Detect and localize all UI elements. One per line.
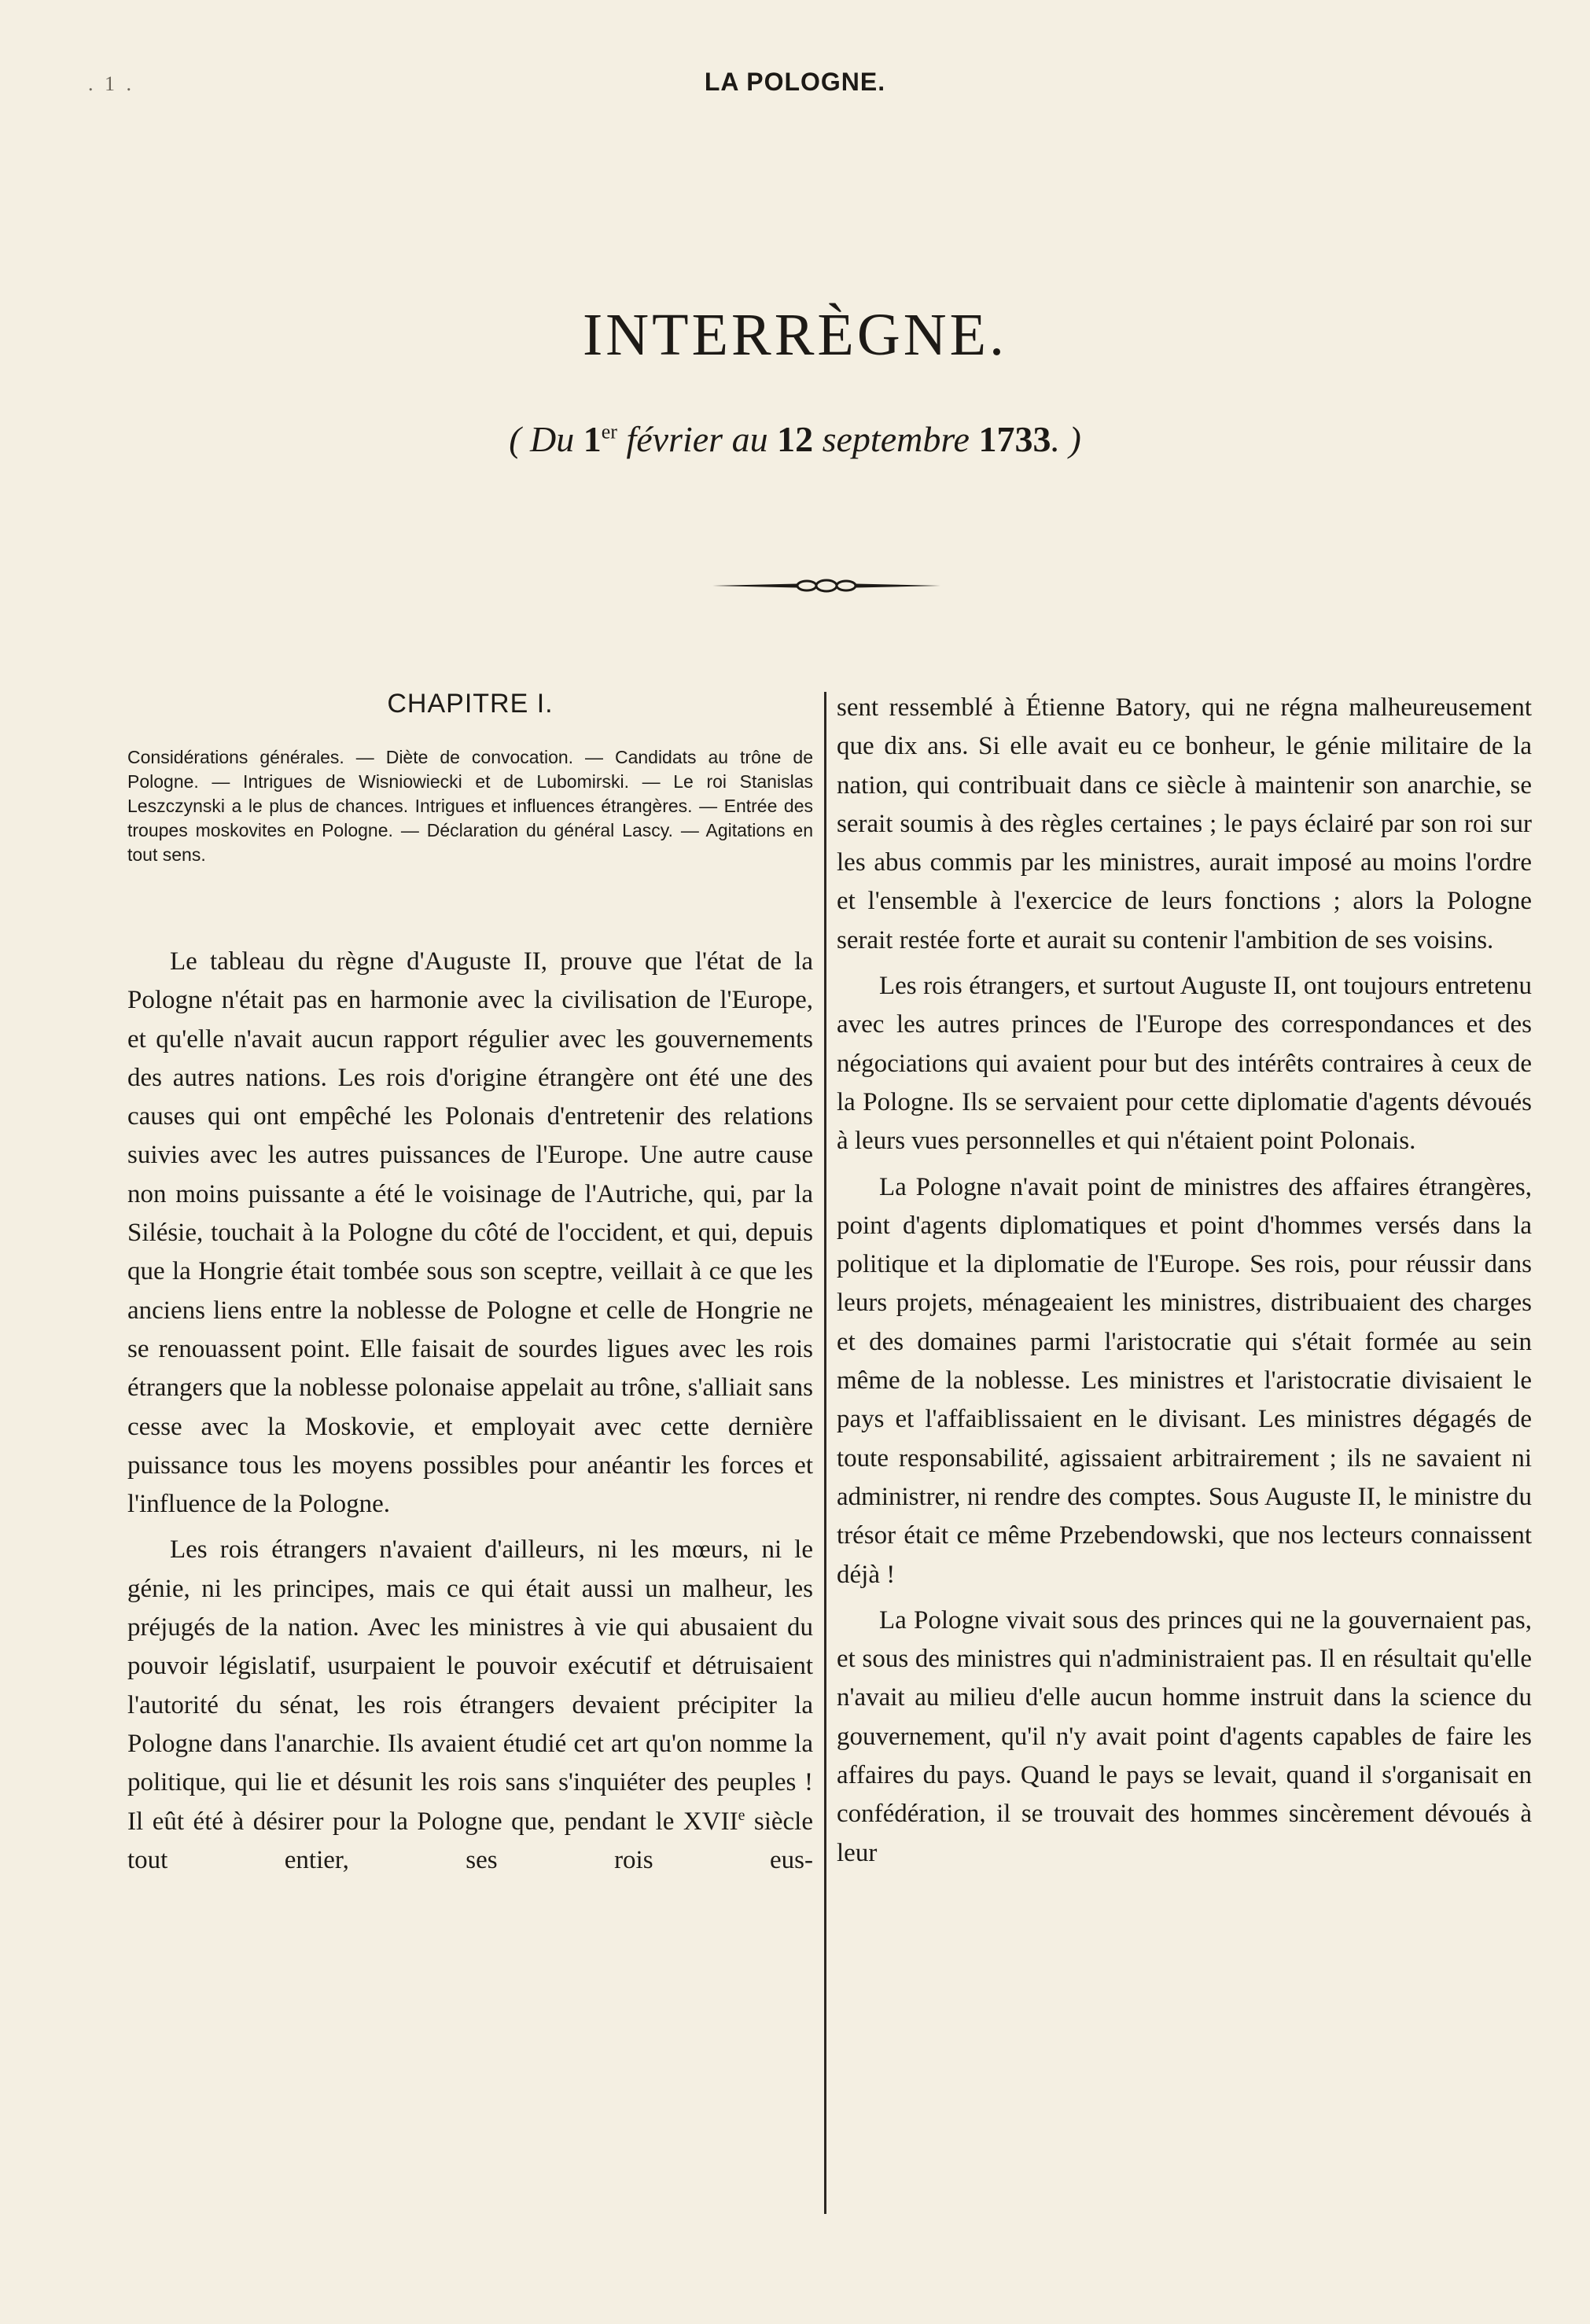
running-head: LA POLOGNE. — [704, 68, 886, 96]
ornament-divider — [712, 575, 940, 596]
date-month1: février au — [616, 419, 778, 459]
date-open: ( — [509, 419, 531, 459]
left-paragraph-2-b: siècle tout entier, ses rois eus- — [127, 1807, 814, 1874]
left-paragraph-2-a: Les rois étrangers n'avaient d'ailleurs, ni les mœurs, ni le génie, ni les principes, mais ce qui était aussi un malheur, les préjugés de la nation. Avec les ministres à vie qui abusaient du pouvoir législatif, usurpaient le pouvoir exécutif et détruisaient l'autorité du sénat, les rois étrangers devaient précipiter la Pologne dans l'anarchie. Ils avaient étudié cet art qu'on nomme la politique, qui lie et désunit les rois sans s'inquiéter des peuples ! Il eût été à désirer pour la Pologne que, pendant le XVII — [127, 1535, 813, 1836]
right-paragraph-1: sent ressemblé à Étienne Batory, qui ne régna malheureusement que dix ans. Si elle avait eu ce bonheur, le génie militaire de la nation, qui contribuait dans ce siècle à maintenir son anarchie, se serait soumis à des règles certaines ; le pays éclairé par son roi sur les abus commis par les ministres, aurait imposé au moins l'ordre et l'ensemble à l'exercice de leurs fonctions ; alors la Pologne serait restée forte et aurait su contenir l'ambition de ses voisins. — [837, 693, 1532, 954]
date-month2: septembre — [813, 419, 979, 459]
date-day1-sup: er — [601, 420, 617, 443]
left-paragraph-2-sup: e — [738, 1806, 745, 1824]
right-column — [837, 689, 1532, 1873]
chapter-heading: CHAPITRE I. — [387, 689, 554, 719]
left-column — [127, 690, 813, 1880]
column-rule — [824, 692, 826, 2214]
right-paragraph-3: La Pologne n'avait point de ministres des affaires étrangères, point d'agents diplomatiques et point d'hommes versés dans la politique et la diplomatie de l'Europe. Ses rois, pour réussir dans leurs projets, ménageaient les ministres, distribuaient des charges et des domaines parmi l'aristocratie qui s'était formée au sein même de la noblesse. Les ministres et l'aristocratie divisaient le pays et l'affaiblissaient en le divisant. Les ministres dégagés de toute responsabilité, agissaient arbitrairement ; ils ne savaient ni administrer, ni rendre des comptes. Sous Auguste II, le ministre du trésor était ce même Przebendowski, que nos lecteurs connaissent déjà ! — [837, 1172, 1532, 1589]
section-title: INTERRÈGNE. — [582, 302, 1008, 368]
right-paragraph-4: La Pologne vivait sous des princes qui ne la gouvernaient pas, et sous des ministres qui n'administraient pas. Il en résultait qu'elle n'avait au milieu d'elle aucun homme instruit dans la science du gouvernement, qu'il n'y avait point d'agents capables de faire les affaires du pays. Quand le pays se levait, quand il s'organisait en confédération, il se trouvait des hommes sincèrement dévoués à leur — [837, 1605, 1532, 1867]
date-day1: 1 — [583, 419, 602, 459]
date-range — [0, 421, 1590, 458]
date-year: 1733 — [978, 419, 1051, 459]
date-du: Du — [530, 419, 583, 459]
date-day2: 12 — [777, 419, 814, 459]
chapter-summary: Considérations générales. — Diète de convocation. — Candidats au trône de Pologne. — Intrigues de Wisniowiecki et de Lubomirski. — Le roi Stanislas Leszczynski a le plus de chances. Intrigues et influences étrangères. — Entrée des troupes moskovites en Pologne. — Déclaration du général Lascy. — Agitations en tout sens. — [127, 747, 813, 865]
left-paragraph-1: Le tableau du règne d'Auguste II, prouve que l'état de la Pologne n'était pas en harmonie avec la civilisation de l'Europe, et qu'elle n'avait aucun rapport régulier avec les gouvernements des autres nations. Les rois d'origine étrangère ont été une des causes qui ont empêché les Polonais d'entretenir des relations suivies avec les autres puissances de l'Europe. Une autre cause non moins puissante a été le voisinage de l'Autriche, qui, par la Silésie, touchait à la Pologne du côté de l'occident, et qui, depuis que la Hongrie était tombée sous son sceptre, veillait à ce que les anciens liens entre la noblesse de Pologne et celle de Hongrie ne se renouassent point. Elle faisait de sourdes ligues avec les rois étrangers que la noblesse polonaise appelait au trône, s'alliait sans cesse avec la Moskovie, et employait avec cette dernière puissance tous les moyens possibles pour anéantir les forces et l'influence de la Pologne. — [127, 947, 813, 1519]
date-close: . ) — [1051, 419, 1081, 459]
left-paragraph-2 — [127, 1531, 813, 1880]
page-number: . 1 . — [88, 72, 134, 95]
right-paragraph-2: Les rois étrangers, et surtout Auguste II, ont toujours entretenu avec les autres princes de l'Europe des correspondances et des négociations qui avaient pour but des intérêts contraires à ceux de la Pologne. Ils se servaient pour cette diplomatie d'agents dévoués à leurs vues personnelles et qui n'étaient point Polonais. — [837, 972, 1532, 1156]
